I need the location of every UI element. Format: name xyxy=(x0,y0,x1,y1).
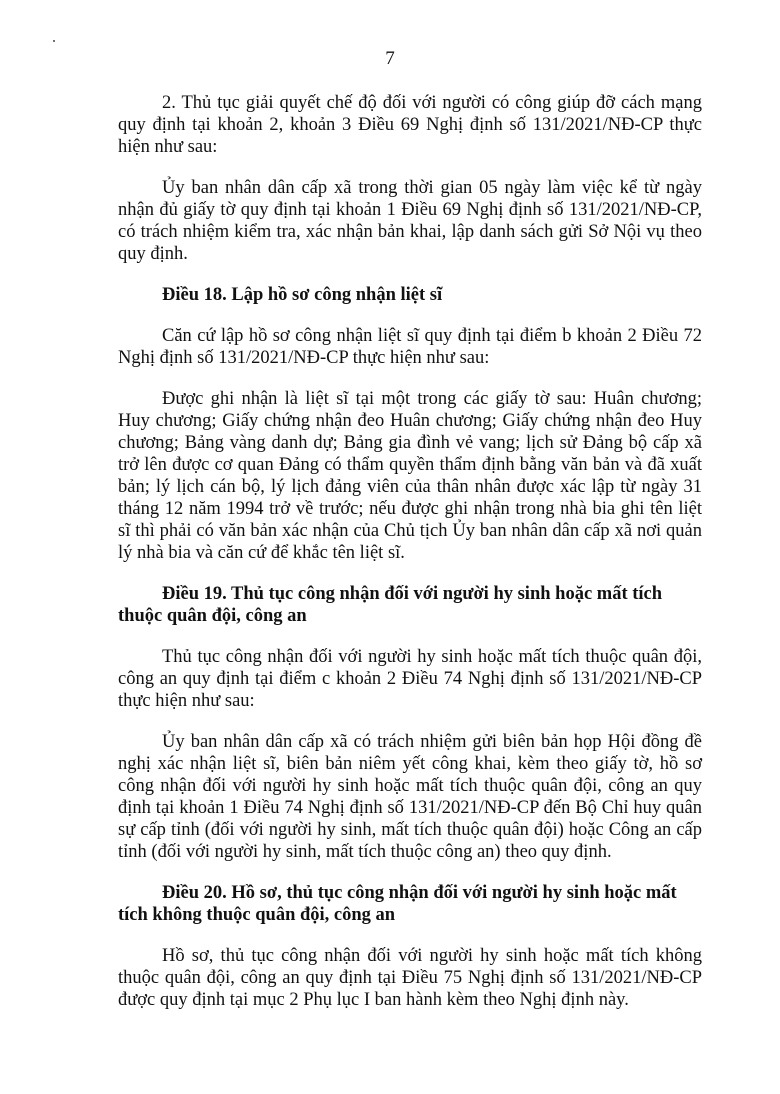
article-18-heading: Điều 18. Lập hồ sơ công nhận liệt sĩ xyxy=(162,285,443,305)
article-19-body: Ủy ban nhân dân cấp xã có trách nhiệm gửi biên bản họp Hội đồng đề nghị xác nhận liệt sĩ, biên bản niêm yết công khai, kèm theo giấy tờ, hồ sơ công nhận đối với người hy sinh hoặc mất tích thuộc quân đội, công an quy định tại khoản 1 Điều 74 Nghị định số 131/2021/NĐ-CP đến Bộ Chỉ huy quân sự cấp tỉnh (đối với người hy sinh, mất tích thuộc quân đội) hoặc Công an cấp tỉnh (đối với người hy sinh, mất tích thuộc công an) theo quy định. xyxy=(118,732,702,862)
document-body xyxy=(118,92,702,1030)
scan-speck xyxy=(53,40,55,42)
section-2-body: Ủy ban nhân dân cấp xã trong thời gian 05 ngày làm việc kể từ ngày nhận đủ giấy tờ quy định tại khoản 1 Điều 69 Nghị định số 131/2021/NĐ-CP, có trách nhiệm kiểm tra, xác nhận bản khai, lập danh sách gửi Sở Nội vụ theo quy định. xyxy=(118,178,702,264)
article-18-body: Được ghi nhận là liệt sĩ tại một trong các giấy tờ sau: Huân chương; Huy chương; Giấy chứng nhận đeo Huân chương; Giấy chứng nhận đeo Huy chương; Bảng vàng danh dự; Bảng gia đình vẻ vang; lịch sử Đảng bộ cấp xã trở lên được cơ quan Đảng có thẩm quyền thẩm định bằng văn bản và đã xuất bản; lý lịch cán bộ, lý lịch đảng viên của thân nhân được xác lập từ ngày 31 tháng 12 năm 1994 trở về trước; nếu được ghi nhận trong nhà bia ghi tên liệt sĩ thì phải có văn bản xác nhận của Chủ tịch Ủy ban nhân dân cấp xã nơi quản lý nhà bia và căn cứ để khắc tên liệt sĩ. xyxy=(118,389,702,563)
article-19-intro: Thủ tục công nhận đối với người hy sinh hoặc mất tích thuộc quân đội, công an quy định tại điểm c khoản 2 Điều 74 Nghị định số 131/2021/NĐ-CP thực hiện như sau: xyxy=(118,647,702,711)
article-20-body: Hồ sơ, thủ tục công nhận đối với người hy sinh hoặc mất tích không thuộc quân đội, công an quy định tại Điều 75 Nghị định số 131/2021/NĐ-CP được quy định tại mục 2 Phụ lục I ban hành kèm theo Nghị định này. xyxy=(118,946,702,1010)
article-19-heading: Điều 19. Thủ tục công nhận đối với người hy sinh hoặc mất tích thuộc quân đội, công an xyxy=(118,584,663,626)
section-2-intro: 2. Thủ tục giải quyết chế độ đối với người có công giúp đỡ cách mạng quy định tại khoản 2, khoản 3 Điều 69 Nghị định số 131/2021/NĐ-CP thực hiện như sau: xyxy=(118,93,702,157)
page-number: 7 xyxy=(385,48,395,69)
article-20-heading: Điều 20. Hồ sơ, thủ tục công nhận đối với người hy sinh hoặc mất tích không thuộc quân đội, công an xyxy=(118,883,677,925)
article-18-intro: Căn cứ lập hồ sơ công nhận liệt sĩ quy định tại điểm b khoản 2 Điều 72 Nghị định số 131/2021/NĐ-CP thực hiện như sau: xyxy=(118,326,702,368)
